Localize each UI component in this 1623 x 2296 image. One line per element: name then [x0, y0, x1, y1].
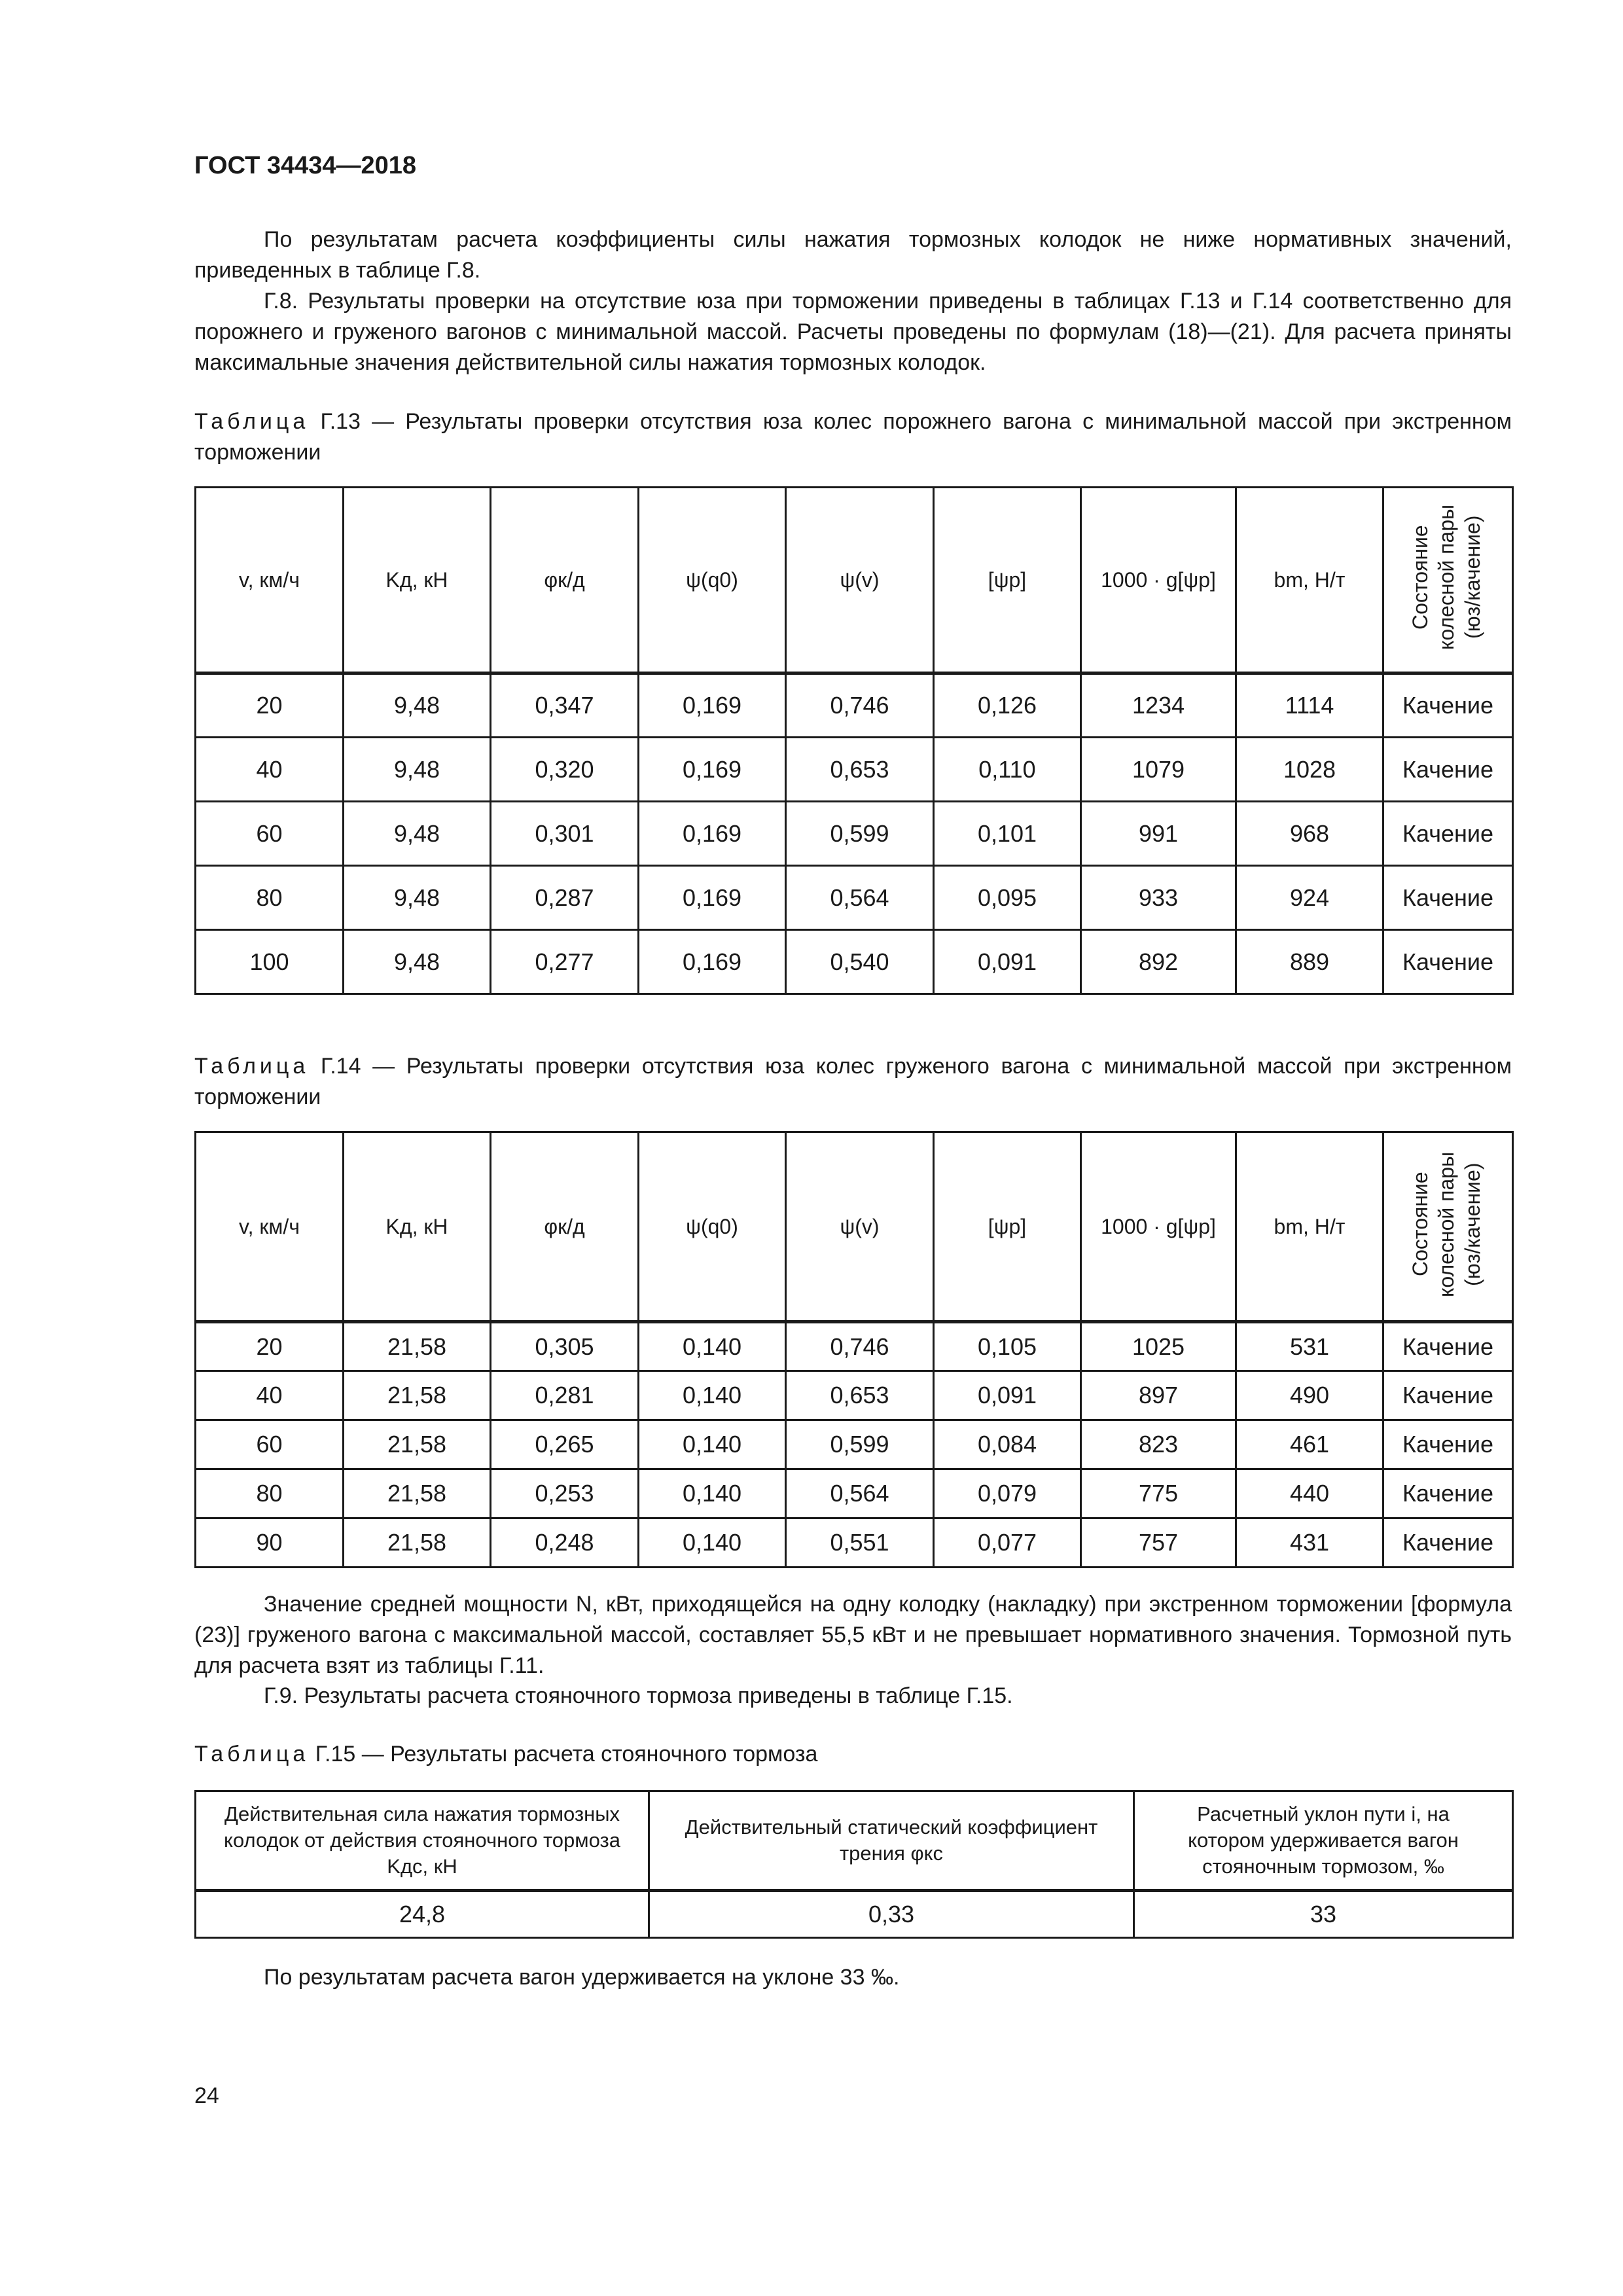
column-header: bm, Н/т	[1236, 488, 1383, 673]
table-cell: 0,126	[934, 673, 1081, 738]
table-cell: 0,540	[786, 930, 934, 994]
table-cell: 823	[1081, 1420, 1236, 1469]
table-cell: 0,265	[491, 1420, 639, 1469]
table-14-header-row	[196, 1132, 1513, 1322]
table-cell: 0,101	[934, 802, 1081, 866]
table-row	[196, 802, 1513, 866]
table-row	[196, 866, 1513, 930]
table-cell: 889	[1236, 930, 1383, 994]
table-cell: 0,653	[786, 738, 934, 802]
table-cell: 0,277	[491, 930, 639, 994]
table-cell: 60	[196, 1420, 344, 1469]
table-cell: 0,077	[934, 1518, 1081, 1568]
column-header: φк/д	[491, 488, 639, 673]
table-cell: 24,8	[196, 1891, 649, 1938]
table-cell: 0,746	[786, 1322, 934, 1371]
table-cell: Качение	[1383, 866, 1513, 930]
column-header: bm, Н/т	[1236, 1132, 1383, 1322]
table-cell: 0,140	[639, 1322, 786, 1371]
column-header: v, км/ч	[196, 488, 344, 673]
column-header: Kд, кН	[344, 488, 491, 673]
table-cell: 0,33	[649, 1891, 1134, 1938]
table-row	[196, 1322, 1513, 1371]
table-cell: 60	[196, 802, 344, 866]
state-header-text: Состояние колесной пары (юз/качение)	[1408, 504, 1484, 651]
table-15-label: Таблица	[194, 1742, 310, 1767]
table-cell: 0,095	[934, 866, 1081, 930]
table-cell: 0,746	[786, 673, 934, 738]
closing-paragraph: По результатам расчета вагон удерживается на уклоне 33 ‰.	[264, 1965, 900, 1990]
table-cell: 1234	[1081, 673, 1236, 738]
table-cell: Качение	[1383, 930, 1513, 994]
column-header: 1000 · g[ψр]	[1081, 488, 1236, 673]
table-15-caption	[194, 1739, 1512, 1770]
table-13	[194, 486, 1514, 995]
table-cell: 0,551	[786, 1518, 934, 1568]
column-header: Kд, кН	[344, 1132, 491, 1322]
table-cell: 0,110	[934, 738, 1081, 802]
table-cell: 0,599	[786, 1420, 934, 1469]
table-13-caption	[194, 406, 1512, 468]
table-14-caption	[194, 1051, 1512, 1113]
table-cell: 440	[1236, 1469, 1383, 1518]
column-header: φк/д	[491, 1132, 639, 1322]
table-row	[196, 1469, 1513, 1518]
table-cell: 0,169	[639, 930, 786, 994]
document-header: ГОСТ 34434—2018	[194, 152, 417, 179]
column-header: ψ(v)	[786, 488, 934, 673]
table-cell: 0,169	[639, 738, 786, 802]
table-cell: 0,281	[491, 1371, 639, 1420]
table-cell: 1025	[1081, 1322, 1236, 1371]
table-cell: 0,169	[639, 802, 786, 866]
table-cell: 0,564	[786, 1469, 934, 1518]
table-cell: 0,140	[639, 1469, 786, 1518]
column-header: ψ(v)	[786, 1132, 934, 1322]
table-cell: 0,091	[934, 1371, 1081, 1420]
table-13-label: Таблица	[194, 409, 310, 434]
table-cell: 20	[196, 673, 344, 738]
table-15	[194, 1790, 1514, 1939]
table-cell: 9,48	[344, 866, 491, 930]
table-cell: 9,48	[344, 930, 491, 994]
table-cell: 991	[1081, 802, 1236, 866]
table-row	[196, 930, 1513, 994]
column-header	[1383, 1132, 1513, 1322]
table-row	[196, 738, 1513, 802]
table-cell: 775	[1081, 1469, 1236, 1518]
column-header: Действительный статический коэффициент трения φкс	[649, 1791, 1134, 1891]
state-header-text: Состояние колесной пары (юз/качение)	[1408, 1151, 1484, 1297]
table-cell: 21,58	[344, 1518, 491, 1568]
table-cell: 20	[196, 1322, 344, 1371]
table-14	[194, 1131, 1514, 1568]
table-cell: 1114	[1236, 673, 1383, 738]
table-cell: 0,599	[786, 802, 934, 866]
table-cell: 1028	[1236, 738, 1383, 802]
table-13-caption-text: Г.13 — Результаты проверки отсутствия юза колес порожнего вагона с минимальной массой при экстренном торможении	[194, 409, 1512, 465]
table-cell: 0,169	[639, 866, 786, 930]
table-cell: Качение	[1383, 1371, 1513, 1420]
table-cell: 90	[196, 1518, 344, 1568]
table-cell: 40	[196, 1371, 344, 1420]
table-cell: 461	[1236, 1420, 1383, 1469]
middle-paragraph-1: Значение средней мощности N, кВт, приходящейся на одну колодку (накладку) при экстренном торможении [формула (23)] груженого вагона с максимальной массой, составляет 55,5 кВт и не превышает нормативного значения. Тормозной путь для расчета взят из таблицы Г.11.	[194, 1592, 1512, 1678]
table-cell: 40	[196, 738, 344, 802]
table-14-caption-text: Г.14 — Результаты проверки отсутствия юза колес груженого вагона с минимальной массой при экстренном торможении	[194, 1054, 1512, 1109]
table-cell: 80	[196, 866, 344, 930]
table-cell: 968	[1236, 802, 1383, 866]
table-cell: 0,287	[491, 866, 639, 930]
table-cell: Качение	[1383, 1420, 1513, 1469]
table-cell: 431	[1236, 1518, 1383, 1568]
column-header: [ψр]	[934, 1132, 1081, 1322]
table-cell: 1079	[1081, 738, 1236, 802]
table-cell: Качение	[1383, 1469, 1513, 1518]
table-cell: 924	[1236, 866, 1383, 930]
table-cell: 0,653	[786, 1371, 934, 1420]
table-cell: 0,140	[639, 1518, 786, 1568]
table-cell: 21,58	[344, 1322, 491, 1371]
column-header: ψ(q0)	[639, 1132, 786, 1322]
table-cell: 21,58	[344, 1469, 491, 1518]
table-row	[196, 1420, 1513, 1469]
table-cell: 0,305	[491, 1322, 639, 1371]
column-header: v, км/ч	[196, 1132, 344, 1322]
column-header: Расчетный уклон пути i, на котором удерживается вагон стояночным тормозом, ‰	[1134, 1791, 1513, 1891]
table-cell: 21,58	[344, 1420, 491, 1469]
page-number: 24	[194, 2083, 219, 2108]
table-cell: 0,140	[639, 1420, 786, 1469]
table-row	[196, 1371, 1513, 1420]
table-row	[196, 1891, 1513, 1938]
table-14-label: Таблица	[194, 1054, 310, 1079]
middle-paragraph-2: Г.9. Результаты расчета стояночного тормоза приведены в таблице Г.15.	[264, 1683, 1013, 1708]
table-cell: 892	[1081, 930, 1236, 994]
table-cell: 0,301	[491, 802, 639, 866]
table-cell: Качение	[1383, 1518, 1513, 1568]
intro-paragraph-1: По результатам расчета коэффициенты силы нажатия тормозных колодок не ниже нормативных значений, приведенных в таблице Г.8.	[194, 227, 1512, 283]
table-row	[196, 673, 1513, 738]
table-cell: Качение	[1383, 802, 1513, 866]
table-cell: 0,079	[934, 1469, 1081, 1518]
intro-paragraph-2: Г.8. Результаты проверки на отсутствие юза при торможении приведены в таблицах Г.13 и Г.14 соответственно для порожнего и груженого вагонов с минимальной массой. Расчеты проведены по формулам (18)—(21). Для расчета приняты максимальные значения действительной силы нажатия тормозных колодок.	[194, 289, 1512, 375]
table-cell: 0,347	[491, 673, 639, 738]
table-cell: 0,169	[639, 673, 786, 738]
column-header: 1000 · g[ψр]	[1081, 1132, 1236, 1322]
table-cell: 33	[1134, 1891, 1513, 1938]
table-cell: 9,48	[344, 738, 491, 802]
table-cell: Качение	[1383, 1322, 1513, 1371]
table-15-header-row	[196, 1791, 1513, 1891]
table-cell: 100	[196, 930, 344, 994]
table-cell: 0,320	[491, 738, 639, 802]
table-cell: 0,253	[491, 1469, 639, 1518]
table-cell: 80	[196, 1469, 344, 1518]
table-cell: 0,084	[934, 1420, 1081, 1469]
table-cell: 21,58	[344, 1371, 491, 1420]
column-header	[1383, 488, 1513, 673]
table-cell: 0,091	[934, 930, 1081, 994]
column-header: ψ(q0)	[639, 488, 786, 673]
table-15-caption-text: Г.15 — Результаты расчета стояночного тормоза	[309, 1742, 818, 1767]
column-header: [ψр]	[934, 488, 1081, 673]
table-cell: 490	[1236, 1371, 1383, 1420]
table-row	[196, 1518, 1513, 1568]
table-cell: Качение	[1383, 738, 1513, 802]
table-cell: 9,48	[344, 802, 491, 866]
table-13-header-row	[196, 488, 1513, 673]
table-cell: Качение	[1383, 673, 1513, 738]
table-cell: 0,248	[491, 1518, 639, 1568]
table-cell: 0,105	[934, 1322, 1081, 1371]
table-cell: 757	[1081, 1518, 1236, 1568]
table-cell: 933	[1081, 866, 1236, 930]
table-cell: 0,140	[639, 1371, 786, 1420]
table-cell: 897	[1081, 1371, 1236, 1420]
table-cell: 0,564	[786, 866, 934, 930]
column-header: Действительная сила нажатия тормозных колодок от действия стояночного тормоза Kдс, кН	[196, 1791, 649, 1891]
table-cell: 531	[1236, 1322, 1383, 1371]
table-cell: 9,48	[344, 673, 491, 738]
